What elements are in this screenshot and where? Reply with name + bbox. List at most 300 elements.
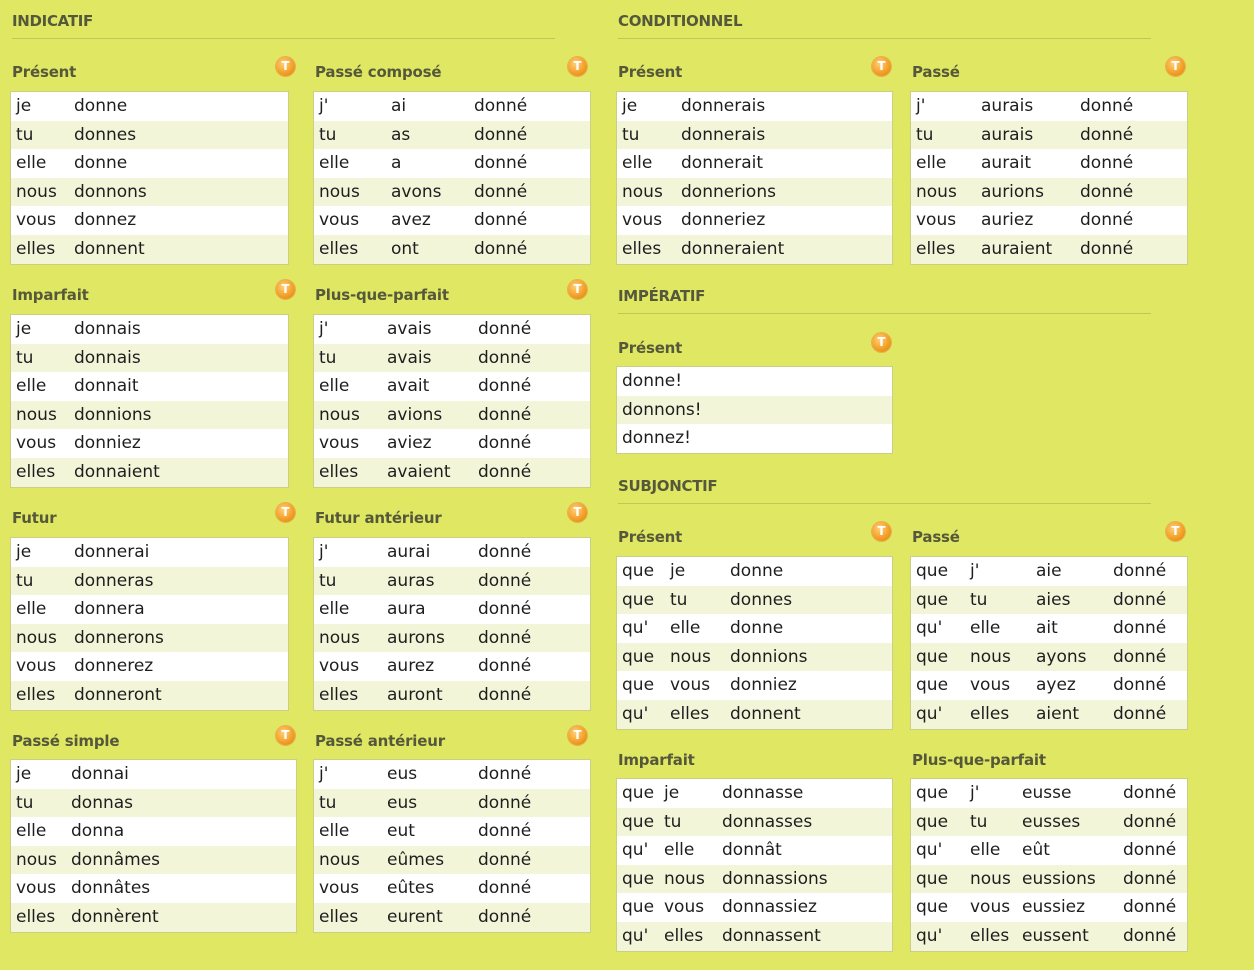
conjugation-row bbox=[617, 614, 892, 643]
conjugation-row bbox=[314, 595, 590, 624]
conjugation-cell: nous bbox=[16, 404, 57, 425]
conjugation-cell: elles bbox=[622, 238, 662, 259]
conjugation-cell: elle bbox=[319, 376, 350, 397]
conjugation-cell: donnassent bbox=[722, 925, 821, 946]
conjugation-cell: donné bbox=[478, 570, 532, 591]
tense-title-cond-present: Présent bbox=[618, 63, 683, 81]
translate-icon[interactable]: T bbox=[568, 57, 587, 76]
conjugation-cell: tu bbox=[319, 124, 337, 145]
conjugation-cell: qu' bbox=[916, 703, 943, 724]
conjugation-cell: aies bbox=[1036, 589, 1071, 610]
conjugation-cell: donné bbox=[478, 849, 532, 870]
conjugation-cell: donné bbox=[1080, 124, 1134, 145]
conjugation-cell: donné bbox=[474, 153, 528, 174]
conjugation-cell: elles bbox=[319, 684, 359, 705]
conjugation-cell: donné bbox=[1080, 181, 1134, 202]
conjugation-cell: donnâtes bbox=[71, 878, 151, 899]
conjugation-cell: vous bbox=[319, 433, 360, 454]
translate-icon[interactable]: T bbox=[872, 522, 891, 541]
conjugation-row bbox=[11, 789, 296, 818]
conjugation-row bbox=[314, 817, 590, 846]
conjugation-cell: aura bbox=[387, 599, 426, 620]
conjugation-cell: elle bbox=[319, 599, 350, 620]
conjugation-cell: aurons bbox=[387, 627, 445, 648]
conjugation-cell: aurez bbox=[387, 656, 435, 677]
tense-title-subj-imparfait: Imparfait bbox=[618, 751, 695, 769]
conjugation-cell: donnerons bbox=[74, 627, 164, 648]
conjugation-cell: elles bbox=[319, 238, 359, 259]
conjugation-cell: elles bbox=[319, 906, 359, 927]
conjugation-row bbox=[911, 643, 1187, 672]
conjugation-cell: qu' bbox=[622, 840, 649, 861]
conjugation-cell: nous bbox=[622, 181, 663, 202]
conjugation-cell: donnes bbox=[730, 589, 793, 610]
conjugation-row bbox=[617, 396, 892, 425]
translate-icon[interactable]: T bbox=[276, 57, 295, 76]
conjugation-cell: as bbox=[391, 124, 411, 145]
conjugation-row bbox=[617, 808, 892, 837]
conjugation-cell: aurions bbox=[981, 181, 1044, 202]
conjugation-cell: qu' bbox=[622, 925, 649, 946]
conjugation-cell: eussions bbox=[1022, 868, 1096, 889]
conjugation-cell: tu bbox=[970, 589, 988, 610]
conjugation-cell: que bbox=[622, 646, 655, 667]
translate-icon[interactable]: T bbox=[568, 726, 587, 745]
conjugation-cell: donné bbox=[1123, 897, 1177, 918]
conjugation-cell: donne bbox=[730, 618, 784, 639]
conjugation-cell: donnasse bbox=[722, 783, 804, 803]
conjugation-cell: eûmes bbox=[387, 849, 445, 870]
conjugation-row bbox=[11, 903, 296, 932]
conjugation-cell: donnions bbox=[730, 646, 808, 667]
conjugation-cell: elles bbox=[970, 703, 1010, 724]
conjugation-row bbox=[911, 121, 1187, 150]
conjugation-cell: j' bbox=[970, 561, 980, 581]
conjugation-table-ind-futur bbox=[10, 537, 289, 711]
conjugation-cell: que bbox=[916, 868, 949, 889]
conjugation-cell: vous bbox=[16, 433, 57, 454]
conjugation-cell: nous bbox=[916, 181, 957, 202]
conjugation-cell: aient bbox=[1036, 703, 1080, 724]
conjugation-cell: donnent bbox=[730, 703, 801, 724]
conjugation-cell: nous bbox=[16, 627, 57, 648]
conjugation-cell: vous bbox=[670, 675, 711, 696]
conjugation-cell: auraient bbox=[981, 238, 1053, 259]
conjugation-cell: donnaient bbox=[74, 461, 160, 482]
conjugation-cell: donnait bbox=[74, 376, 139, 397]
conjugation-cell: avait bbox=[387, 376, 430, 397]
conjugation-row bbox=[911, 178, 1187, 207]
conjugation-cell: qu' bbox=[916, 925, 943, 946]
conjugation-table-ind-present bbox=[10, 91, 289, 265]
divider bbox=[618, 313, 1151, 314]
conjugation-cell: donné bbox=[478, 542, 532, 562]
conjugation-cell: que bbox=[916, 589, 949, 610]
conjugation-cell: tu bbox=[16, 570, 34, 591]
conjugation-cell: que bbox=[916, 783, 949, 803]
conjugation-cell: ayons bbox=[1036, 646, 1087, 667]
conjugation-cell: donné bbox=[1113, 589, 1167, 610]
conjugation-cell: vous bbox=[622, 210, 663, 231]
conjugation-row bbox=[11, 846, 296, 875]
conjugation-cell: elle bbox=[319, 821, 350, 842]
conjugation-cell: aurait bbox=[981, 153, 1031, 174]
conjugation-cell: eût bbox=[1022, 840, 1050, 861]
conjugation-cell: donné bbox=[478, 792, 532, 813]
conjugation-cell: donné bbox=[474, 96, 528, 116]
conjugation-row bbox=[314, 401, 590, 430]
conjugation-cell: que bbox=[916, 675, 949, 696]
conjugation-row bbox=[314, 567, 590, 596]
conjugation-row bbox=[617, 671, 892, 700]
conjugation-row bbox=[617, 643, 892, 672]
conjugation-cell: donnerai bbox=[74, 542, 150, 562]
conjugation-cell: tu bbox=[16, 124, 34, 145]
conjugation-row bbox=[314, 681, 590, 710]
conjugation-row bbox=[11, 206, 288, 235]
conjugation-cell: nous bbox=[319, 849, 360, 870]
conjugation-row bbox=[314, 206, 590, 235]
conjugation-row bbox=[314, 429, 590, 458]
conjugation-row bbox=[911, 808, 1187, 837]
conjugation-cell: donnerait bbox=[681, 153, 763, 174]
section-imperatif bbox=[618, 287, 705, 305]
conjugation-row bbox=[314, 235, 590, 264]
conjugation-cell: ai bbox=[391, 96, 407, 116]
tense-title-ind-futur-anterieur: Futur antérieur bbox=[315, 509, 442, 527]
conjugation-row bbox=[314, 121, 590, 150]
conjugation-row bbox=[617, 92, 892, 121]
conjugation-row bbox=[11, 178, 288, 207]
conjugation-cell: que bbox=[622, 589, 655, 610]
conjugation-cell: donneront bbox=[74, 684, 162, 705]
conjugation-cell: que bbox=[622, 675, 655, 696]
conjugation-cell: tu bbox=[670, 589, 688, 610]
conjugation-cell: vous bbox=[16, 656, 57, 677]
tense-title-subj-plus-que-parfait: Plus-que-parfait bbox=[912, 751, 1046, 769]
section-subjonctif bbox=[618, 477, 717, 495]
conjugation-cell: donné bbox=[1113, 618, 1167, 639]
conjugation-cell: a bbox=[391, 153, 402, 174]
conjugation-table-ind-futur-anterieur bbox=[313, 537, 591, 711]
conjugation-cell: donné bbox=[478, 906, 532, 927]
conjugation-cell: qu' bbox=[916, 618, 943, 639]
conjugation-row bbox=[911, 235, 1187, 264]
conjugation-cell: donnez! bbox=[622, 428, 691, 449]
conjugation-row bbox=[11, 235, 288, 264]
conjugation-cell: elles bbox=[970, 925, 1010, 946]
conjugation-cell: auras bbox=[387, 570, 435, 591]
conjugation-cell: que bbox=[622, 811, 655, 832]
conjugation-table-ind-passe-simple bbox=[10, 759, 297, 933]
tense-title-cond-passe: Passé bbox=[912, 63, 960, 81]
conjugation-row bbox=[314, 624, 590, 653]
conjugation-cell: vous bbox=[916, 210, 957, 231]
conjugation-cell: nous bbox=[16, 849, 57, 870]
conjugation-row bbox=[911, 557, 1187, 586]
tense-title-ind-passe-simple: Passé simple bbox=[12, 732, 120, 750]
conjugation-cell: nous bbox=[319, 404, 360, 425]
conjugation-cell: donné bbox=[478, 461, 532, 482]
conjugation-cell: nous bbox=[970, 868, 1011, 889]
conjugation-cell: donné bbox=[1123, 868, 1177, 889]
conjugation-cell: donné bbox=[478, 347, 532, 368]
conjugation-row bbox=[11, 458, 288, 487]
conjugation-cell: elle bbox=[916, 153, 947, 174]
section-title: INDICATIF bbox=[12, 12, 93, 30]
conjugation-row bbox=[11, 149, 288, 178]
conjugation-cell: eurent bbox=[387, 906, 443, 927]
conjugation-table-ind-passe-compose bbox=[313, 91, 591, 265]
conjugation-cell: j' bbox=[319, 319, 329, 339]
conjugation-cell: nous bbox=[664, 868, 705, 889]
conjugation-cell: donne bbox=[730, 561, 784, 581]
conjugation-cell: donné bbox=[478, 433, 532, 454]
conjugation-row bbox=[617, 893, 892, 922]
conjugation-row bbox=[617, 235, 892, 264]
conjugation-cell: que bbox=[622, 561, 655, 581]
conjugation-cell: eusses bbox=[1022, 811, 1081, 832]
conjugation-cell: avions bbox=[387, 404, 443, 425]
conjugation-row bbox=[911, 779, 1187, 808]
conjugation-cell: donneraient bbox=[681, 238, 785, 259]
conjugation-row bbox=[911, 586, 1187, 615]
conjugation-cell: aurais bbox=[981, 96, 1034, 116]
conjugation-cell: tu bbox=[319, 792, 337, 813]
conjugation-row bbox=[11, 344, 288, 373]
conjugation-cell: elle bbox=[16, 821, 47, 842]
conjugation-cell: donné bbox=[1113, 675, 1167, 696]
conjugation-cell: donnerions bbox=[681, 181, 776, 202]
conjugation-table-cond-passe bbox=[910, 91, 1188, 265]
conjugation-row bbox=[11, 624, 288, 653]
conjugation-cell: donnais bbox=[74, 347, 141, 368]
conjugation-row bbox=[314, 652, 590, 681]
conjugation-row bbox=[617, 178, 892, 207]
conjugation-cell: je bbox=[16, 542, 32, 562]
conjugation-cell: donnâmes bbox=[71, 849, 161, 870]
tense-title-imp-present: Présent bbox=[618, 339, 683, 357]
conjugation-cell: donnai bbox=[71, 764, 129, 784]
conjugation-cell: aurais bbox=[981, 124, 1034, 145]
conjugation-row bbox=[617, 149, 892, 178]
translate-icon[interactable]: T bbox=[568, 280, 587, 299]
conjugation-cell: elle bbox=[970, 618, 1001, 639]
conjugation-row bbox=[617, 424, 892, 453]
conjugation-cell: donné bbox=[1123, 811, 1177, 832]
conjugation-table-subj-present bbox=[616, 556, 893, 730]
conjugation-cell: donné bbox=[478, 319, 532, 339]
conjugation-cell: elles bbox=[16, 906, 56, 927]
conjugation-row bbox=[11, 121, 288, 150]
conjugation-table-subj-passe bbox=[910, 556, 1188, 730]
conjugation-cell: vous bbox=[319, 210, 360, 231]
conjugation-cell: que bbox=[916, 897, 949, 918]
conjugation-cell: vous bbox=[319, 656, 360, 677]
conjugation-cell: nous bbox=[319, 181, 360, 202]
conjugation-row bbox=[911, 836, 1187, 865]
conjugation-cell: que bbox=[622, 783, 655, 803]
conjugation-cell: elles bbox=[670, 703, 710, 724]
conjugation-row bbox=[617, 121, 892, 150]
conjugation-cell: eûtes bbox=[387, 878, 435, 899]
conjugation-cell: elles bbox=[916, 238, 956, 259]
conjugation-cell: aviez bbox=[387, 433, 432, 454]
conjugation-cell: donna bbox=[71, 821, 125, 842]
conjugation-cell: elles bbox=[319, 461, 359, 482]
conjugation-cell: donnerais bbox=[681, 124, 766, 145]
translate-icon[interactable]: T bbox=[872, 57, 891, 76]
conjugation-table-subj-imparfait bbox=[616, 778, 893, 952]
tense-title-subj-present: Présent bbox=[618, 528, 683, 546]
translate-icon[interactable]: T bbox=[568, 503, 587, 522]
conjugation-table-ind-plus-que-parfait bbox=[313, 314, 591, 488]
conjugation-cell: donné bbox=[1123, 840, 1177, 861]
conjugation-cell: tu bbox=[16, 792, 34, 813]
conjugation-cell: elles bbox=[16, 684, 56, 705]
conjugation-cell: donneras bbox=[74, 570, 154, 591]
conjugation-table-ind-passe-anterieur bbox=[313, 759, 591, 933]
tense-title-ind-imparfait: Imparfait bbox=[12, 286, 89, 304]
conjugation-cell: eut bbox=[387, 821, 415, 842]
conjugation-cell: avais bbox=[387, 319, 432, 339]
conjugation-cell: donné bbox=[478, 878, 532, 899]
conjugation-row bbox=[617, 836, 892, 865]
conjugation-cell: tu bbox=[319, 347, 337, 368]
translate-icon[interactable]: T bbox=[1166, 57, 1185, 76]
conjugation-cell: auront bbox=[387, 684, 443, 705]
conjugation-cell: donne bbox=[74, 96, 128, 116]
conjugation-cell: donnais bbox=[74, 319, 141, 339]
conjugation-cell: eusse bbox=[1022, 783, 1072, 803]
conjugation-cell: je bbox=[16, 764, 32, 784]
conjugation-row bbox=[11, 760, 296, 789]
section-title: IMPÉRATIF bbox=[618, 287, 706, 305]
conjugation-cell: que bbox=[622, 868, 655, 889]
conjugation-row bbox=[617, 700, 892, 729]
conjugation-row bbox=[11, 372, 288, 401]
conjugation-cell: nous bbox=[16, 181, 57, 202]
conjugation-cell: avez bbox=[391, 210, 431, 231]
conjugation-cell: tu bbox=[664, 811, 682, 832]
conjugation-row bbox=[911, 614, 1187, 643]
conjugation-cell: elles bbox=[16, 461, 56, 482]
conjugation-cell: donne! bbox=[622, 371, 683, 391]
conjugation-cell: eussiez bbox=[1022, 897, 1086, 918]
section-title: SUBJONCTIF bbox=[618, 477, 718, 495]
conjugation-cell: j' bbox=[319, 542, 329, 562]
conjugation-cell: j' bbox=[319, 96, 329, 116]
conjugation-cell: donneriez bbox=[681, 210, 766, 231]
conjugation-cell: eus bbox=[387, 764, 418, 784]
conjugation-cell: elle bbox=[670, 618, 701, 639]
conjugation-row bbox=[314, 92, 590, 121]
conjugation-cell: donné bbox=[478, 376, 532, 397]
conjugation-cell: elle bbox=[16, 376, 47, 397]
conjugation-row bbox=[911, 700, 1187, 729]
translate-icon[interactable]: T bbox=[872, 333, 891, 352]
conjugation-cell: tu bbox=[916, 124, 934, 145]
conjugation-cell: qu' bbox=[622, 703, 649, 724]
conjugation-row bbox=[314, 458, 590, 487]
conjugation-cell: donnez bbox=[74, 210, 137, 231]
translate-icon[interactable]: T bbox=[276, 280, 295, 299]
conjugation-row bbox=[11, 567, 288, 596]
conjugation-cell: donnons bbox=[74, 181, 147, 202]
translate-icon[interactable]: T bbox=[276, 726, 295, 745]
translate-icon[interactable]: T bbox=[1166, 522, 1185, 541]
conjugation-cell: eus bbox=[387, 792, 418, 813]
conjugation-row bbox=[11, 92, 288, 121]
conjugation-row bbox=[11, 401, 288, 430]
conjugation-table-ind-imparfait bbox=[10, 314, 289, 488]
conjugation-row bbox=[11, 538, 288, 567]
conjugation-cell: avaient bbox=[387, 461, 451, 482]
conjugation-row bbox=[314, 315, 590, 344]
conjugation-row bbox=[617, 367, 892, 396]
conjugation-cell: elle bbox=[16, 153, 47, 174]
conjugation-cell: donné bbox=[478, 599, 532, 620]
conjugation-row bbox=[314, 846, 590, 875]
conjugation-cell: donné bbox=[1123, 925, 1177, 946]
conjugation-cell: elle bbox=[622, 153, 653, 174]
conjugation-table-imp-present bbox=[616, 366, 893, 454]
conjugation-row bbox=[911, 893, 1187, 922]
conjugation-cell: donnassiez bbox=[722, 897, 817, 918]
conjugation-row bbox=[314, 149, 590, 178]
conjugation-row bbox=[911, 922, 1187, 951]
conjugation-cell: donné bbox=[474, 181, 528, 202]
conjugation-cell: donné bbox=[478, 764, 532, 784]
conjugation-cell: tu bbox=[16, 347, 34, 368]
conjugation-row bbox=[11, 652, 288, 681]
section-indicatif bbox=[12, 12, 93, 30]
conjugation-row bbox=[617, 922, 892, 951]
conjugation-cell: aurai bbox=[387, 542, 431, 562]
conjugation-row bbox=[11, 817, 296, 846]
conjugation-row bbox=[617, 586, 892, 615]
conjugation-cell: donné bbox=[1080, 238, 1134, 259]
conjugation-cell: qu' bbox=[916, 840, 943, 861]
conjugation-row bbox=[911, 92, 1187, 121]
conjugation-row bbox=[314, 538, 590, 567]
tense-title-ind-passe-anterieur: Passé antérieur bbox=[315, 732, 445, 750]
conjugation-cell: avais bbox=[387, 347, 432, 368]
conjugation-cell: tu bbox=[970, 811, 988, 832]
conjugation-row bbox=[11, 429, 288, 458]
conjugation-row bbox=[911, 149, 1187, 178]
tense-title-ind-futur: Futur bbox=[12, 509, 57, 527]
conjugation-cell: donné bbox=[478, 684, 532, 705]
conjugation-cell: nous bbox=[319, 627, 360, 648]
conjugation-cell: elle bbox=[664, 840, 695, 861]
conjugation-row bbox=[314, 760, 590, 789]
conjugation-cell: donnons! bbox=[622, 399, 702, 420]
translate-icon[interactable]: T bbox=[276, 503, 295, 522]
conjugation-row bbox=[617, 865, 892, 894]
conjugation-cell: donné bbox=[478, 404, 532, 425]
conjugation-cell: ayez bbox=[1036, 675, 1076, 696]
conjugation-table-subj-plus-que-parfait bbox=[910, 778, 1188, 952]
tense-title-ind-present: Présent bbox=[12, 63, 77, 81]
conjugation-cell: j' bbox=[319, 764, 329, 784]
conjugation-cell: donniez bbox=[74, 433, 141, 454]
conjugation-row bbox=[314, 789, 590, 818]
conjugation-cell: je bbox=[664, 783, 680, 803]
tense-title-ind-passe-compose: Passé composé bbox=[315, 63, 442, 81]
conjugation-cell: donnent bbox=[74, 238, 145, 259]
conjugation-cell: donnes bbox=[74, 124, 137, 145]
